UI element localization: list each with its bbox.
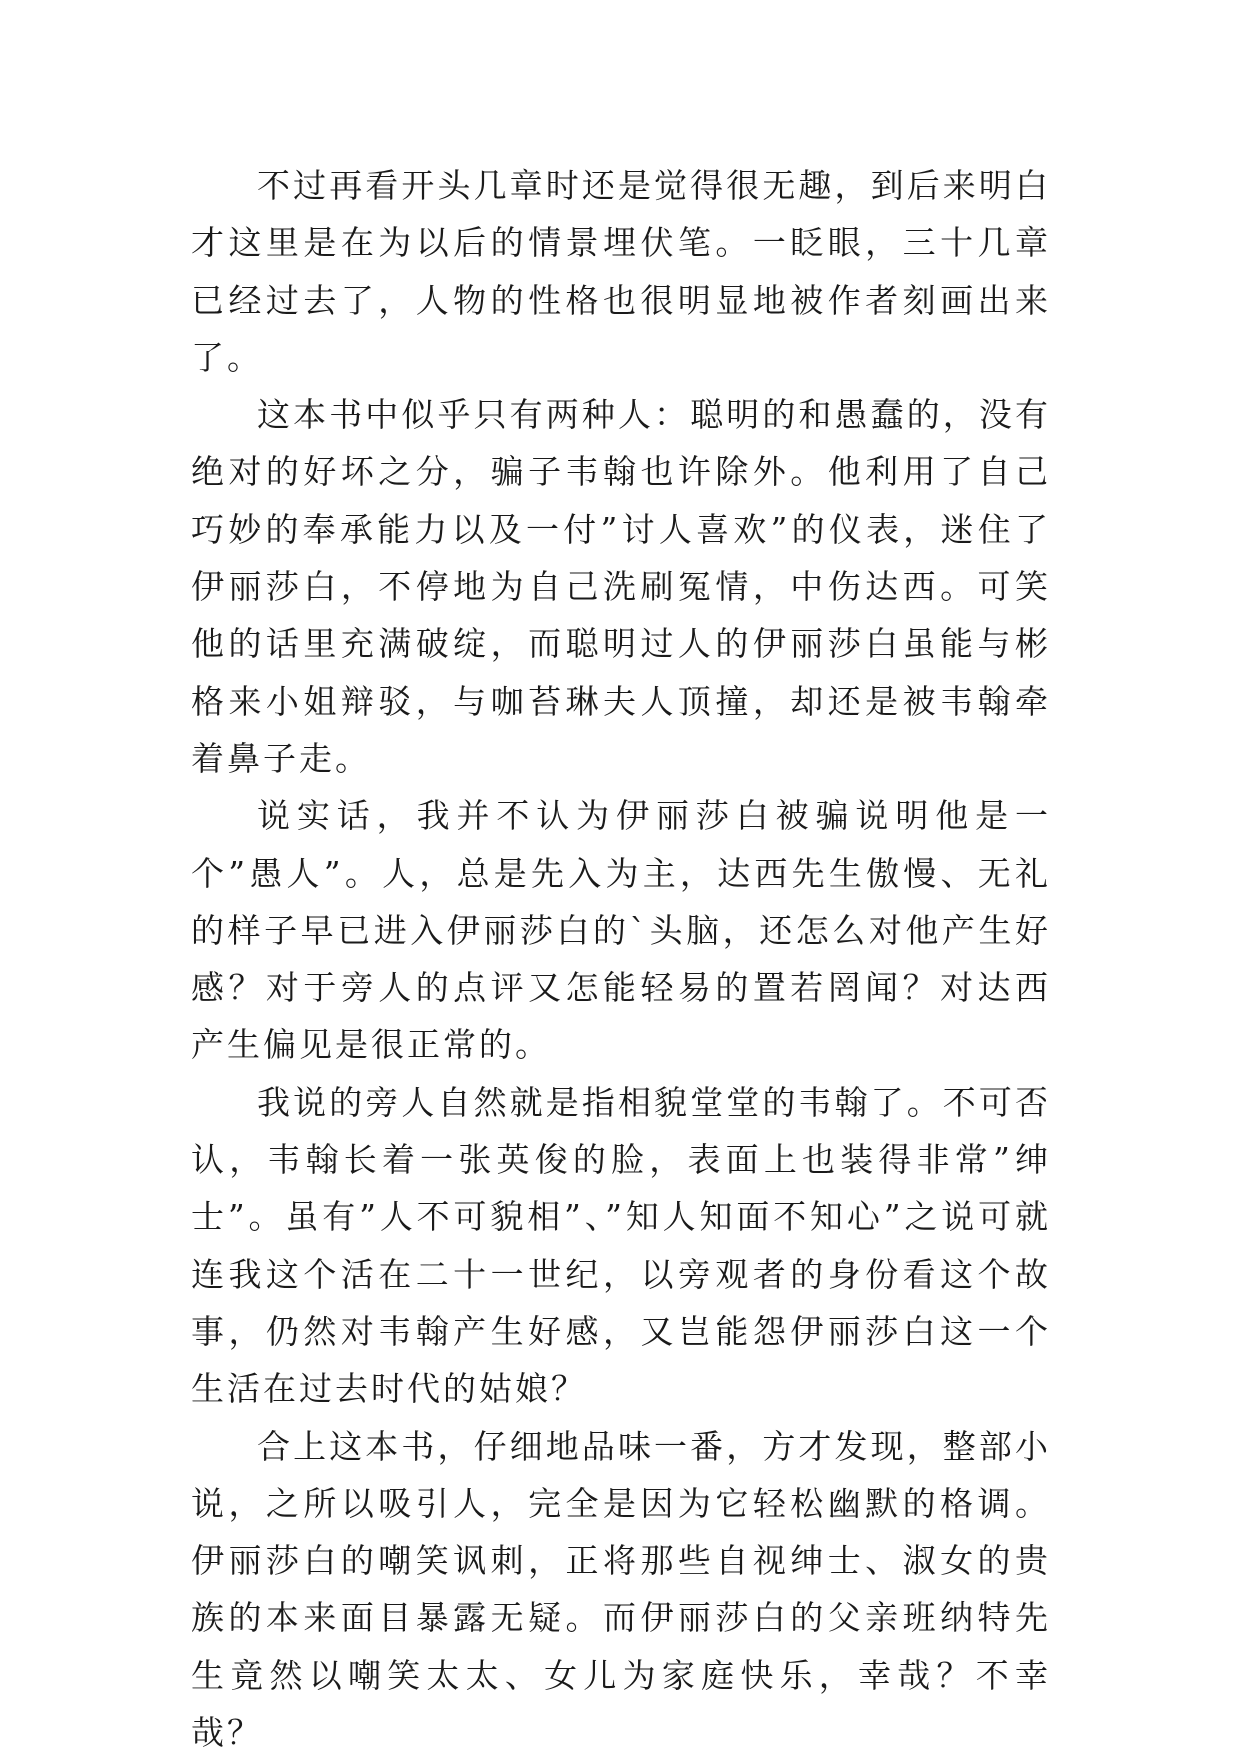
paragraph-5: 合上这本书，仔细地品味一番，方才发现，整部小说，之所以吸引人，完全是因为它轻松幽默的格调。伊丽莎白的嘲笑讽刺，正将那些自视绅士、淑女的贵族的本来面目暴露无疑。而伊丽莎白的父亲班纳特先生竟然以嘲笑太太、女儿为家庭快乐，幸哉？不幸哉？ — [191, 1426, 1051, 1753]
paragraph-3: 说实话，我并不认为伊丽莎白被骗说明他是一个”愚人”。人，总是先入为主，达西先生傲慢、无礼的样子早已进入伊丽莎白的`头脑，还怎么对他产生好感？对于旁人的点评又怎能轻易的置若罔闻？对达西产生偏见是很正常的。 — [191, 796, 1051, 1065]
paragraph-4: 我说的旁人自然就是指相貌堂堂的韦翰了。不可否认，韦翰长着一张英俊的脸，表面上也装得非常”绅士”。虽有”人不可貌相”、”知人知面不知心”之说可就连我这个活在二十一世纪，以旁观者的身份看这个故事，仍然对韦翰产生好感，又岂能怨伊丽莎白这一个生活在过去时代的姑娘？ — [191, 1082, 1051, 1409]
document-body — [191, 157, 1051, 1761]
paragraph-2: 这本书中似乎只有两种人：聪明的和愚蠢的，没有绝对的好坏之分，骗子韦翰也许除外。他利用了自己巧妙的奉承能力以及一付”讨人喜欢”的仪表，迷住了伊丽莎白，不停地为自己洗刷冤情，中伤达西。可笑他的话里充满破绽，而聪明过人的伊丽莎白虽能与彬格来小姐辩驳，与咖苔琳夫人顶撞，却还是被韦翰牵着鼻子走。 — [191, 395, 1051, 778]
paragraph-1: 不过再看开头几章时还是觉得很无趣，到后来明白才这里是在为以后的情景埋伏笔。一眨眼，三十几章已经过去了，人物的性格也很明显地被作者刻画出来了。 — [191, 166, 1051, 377]
